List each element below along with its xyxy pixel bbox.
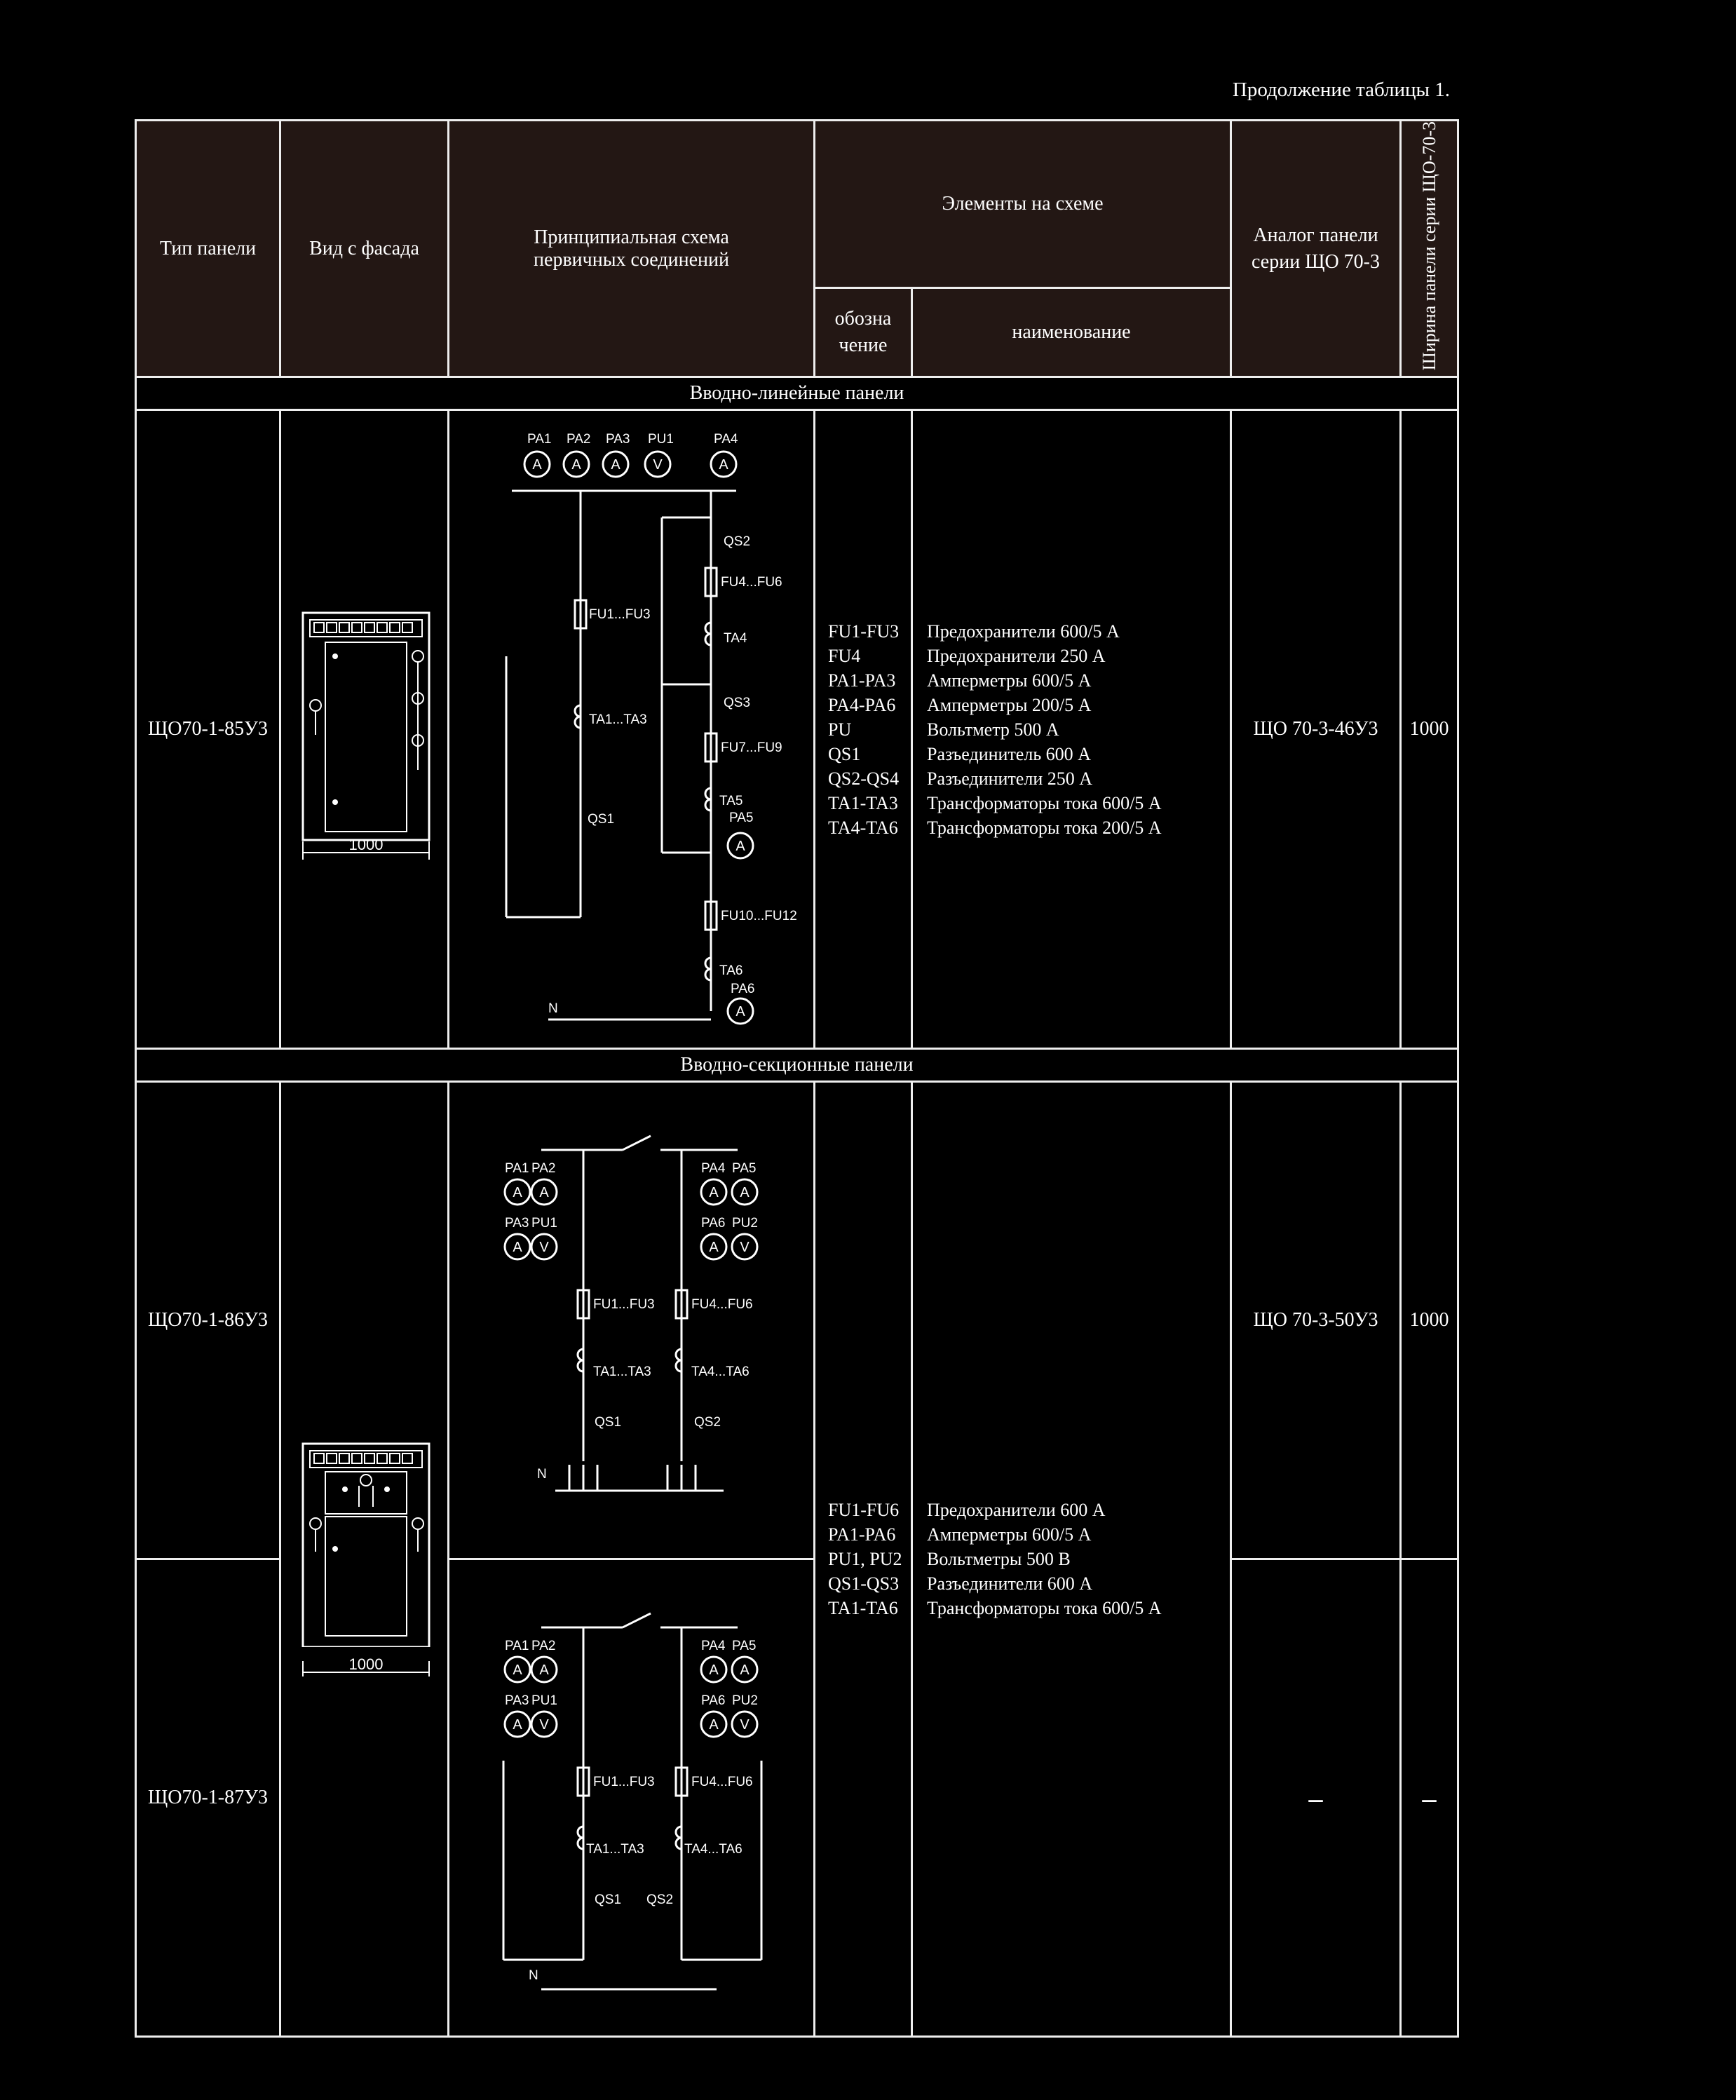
header-panel-type: Тип панели <box>136 121 280 377</box>
table-row <box>136 1082 1458 1559</box>
element-names-list <box>912 410 1231 1049</box>
schematic-label: QS2 <box>646 1892 673 1908</box>
analog-panel: ЩО 70-3-50У3 <box>1231 1082 1401 1559</box>
svg-text:A: A <box>512 1240 522 1256</box>
designation: PA4-PA6 <box>828 694 896 715</box>
svg-text:A: A <box>610 457 621 473</box>
header-schematic: Принципиальная схема первичных соединений <box>449 121 815 377</box>
element-name: Амперметры 200/5 А <box>927 694 1092 715</box>
schematic-label: PU2 <box>731 1216 758 1231</box>
facade-dimension <box>282 1653 447 1676</box>
schematic-label: PA2 <box>566 432 591 447</box>
schematic-label: PA5 <box>728 811 754 826</box>
schematic-label: N <box>528 1968 538 1984</box>
schematic-label: PA5 <box>731 1161 757 1177</box>
schematic-label: PA1 <box>527 432 552 447</box>
schematic-label: PA1 <box>504 1639 529 1654</box>
schematic-label: FU4...FU6 <box>691 1297 753 1313</box>
element-names-list <box>912 1082 1231 2037</box>
facade-view-cell <box>280 410 449 1049</box>
element-name: Разъединители 250 А <box>927 768 1093 789</box>
svg-text:A: A <box>538 1185 549 1201</box>
schematic-label: PA4 <box>700 1161 726 1177</box>
schematic-label: PA3 <box>605 432 630 447</box>
schematic-label: TA1...TA3 <box>585 1842 644 1857</box>
element-name: Вольтметры 500 В <box>927 1549 1071 1570</box>
schematic-label: PA3 <box>504 1216 529 1231</box>
facade-width-label: 1000 <box>348 836 383 854</box>
schematic-label: QS1 <box>594 1892 621 1908</box>
designation: PA1-PA6 <box>828 1524 896 1545</box>
table-caption: Продолжение таблицы 1. <box>1232 79 1450 101</box>
svg-text:A: A <box>708 1185 719 1201</box>
header-name: наименование <box>912 287 1231 377</box>
header-facade-view: Вид с фасада <box>280 121 449 377</box>
schematic-label: PA5 <box>731 1639 757 1654</box>
schematic-label: TA4...TA6 <box>684 1842 742 1857</box>
element-name: Амперметры 600/5 А <box>927 1524 1092 1545</box>
schematic-cell <box>449 410 815 1049</box>
svg-text:V: V <box>538 1240 549 1256</box>
svg-text:V: V <box>739 1717 750 1733</box>
schematic-label: PA6 <box>700 1216 726 1231</box>
schematic-label: PA1 <box>504 1161 529 1177</box>
svg-text:A: A <box>531 457 542 473</box>
svg-text:A: A <box>708 1662 719 1679</box>
element-name: Амперметры 600/5 А <box>927 670 1092 691</box>
designation-list <box>815 410 912 1049</box>
schematic-diagram-2 <box>450 1083 813 1552</box>
schematic-label: QS3 <box>723 696 750 711</box>
element-name: Разъединители 600 А <box>927 1573 1093 1594</box>
facade-drawing <box>282 1437 447 1647</box>
header-analog: Аналог панели серии ЩО 70-3 <box>1231 121 1401 377</box>
section-title: Вводно-линейные панели <box>136 377 1458 410</box>
schematic-label: PA4 <box>713 432 738 447</box>
schematic-label: FU1...FU3 <box>592 1297 655 1313</box>
svg-text:A: A <box>735 839 745 855</box>
schematic-label: FU1...FU3 <box>592 1775 655 1790</box>
element-name: Трансформаторы тока 600/5 А <box>927 1598 1162 1619</box>
element-name: Предохранители 600 А <box>927 1500 1106 1521</box>
panel-width: 1000 <box>1401 1082 1458 1559</box>
panel-type: ЩО70-1-85У3 <box>136 410 280 1049</box>
svg-text:A: A <box>739 1662 750 1679</box>
schematic-label: N <box>536 1467 547 1482</box>
panel-type: ЩО70-1-86У3 <box>136 1082 280 1559</box>
analog-panel: ЩО 70-3-46У3 <box>1231 410 1401 1049</box>
designation: QS1 <box>828 743 861 764</box>
schematic-label: PU1 <box>531 1693 557 1709</box>
schematic-label: TA6 <box>719 963 742 979</box>
svg-text:A: A <box>571 457 581 473</box>
designation: QS1-QS3 <box>828 1573 900 1594</box>
schematic-label: FU4...FU6 <box>720 575 782 590</box>
schematic-label: PA6 <box>730 982 755 997</box>
header-designation: обозна чение <box>815 287 912 377</box>
schematic-label: PA2 <box>531 1161 556 1177</box>
header-width <box>1401 121 1458 377</box>
designation: PA1-PA3 <box>828 670 896 691</box>
schematic-label: FU7...FU9 <box>720 740 782 756</box>
header-width-text: Ширина панели серии ЩО-70-3 <box>1418 121 1439 371</box>
svg-text:V: V <box>652 457 663 473</box>
facade-view-cell <box>280 1082 449 2037</box>
schematic-label: QS2 <box>723 534 750 550</box>
element-name: Трансформаторы тока 600/5 А <box>927 792 1162 813</box>
designation-list <box>815 1082 912 2037</box>
designation: PU <box>828 719 852 740</box>
schematic-diagram-3 <box>450 1560 813 2030</box>
section-row <box>136 377 1458 410</box>
facade-drawing <box>282 411 447 1042</box>
designation: TA1-TA6 <box>828 1598 898 1619</box>
schematic-label: QS1 <box>594 1415 621 1430</box>
schematic-label: PU1 <box>531 1216 557 1231</box>
schematic-label: N <box>548 1001 558 1017</box>
section-title: Вводно-секционные панели <box>136 1049 1458 1082</box>
svg-text:A: A <box>708 1240 719 1256</box>
facade-width-label: 1000 <box>348 1655 383 1673</box>
section-row <box>136 1049 1458 1082</box>
schematic-label: PA6 <box>700 1693 726 1709</box>
designation: FU1-FU3 <box>828 621 900 642</box>
schematic-label: FU10...FU12 <box>720 909 797 924</box>
svg-text:A: A <box>735 1004 745 1020</box>
element-name: Предохранители 600/5 А <box>927 621 1120 642</box>
designation: FU1-FU6 <box>828 1500 900 1521</box>
schematic-label: PA2 <box>531 1639 556 1654</box>
schematic-label: PA4 <box>700 1639 726 1654</box>
element-name: Разъединитель 600 А <box>927 743 1091 764</box>
panel-width: 1000 <box>1401 410 1458 1049</box>
element-name: Трансформаторы тока 200/5 А <box>927 817 1162 838</box>
schematic-label: QS1 <box>587 812 614 827</box>
schematic-label: TA4 <box>723 631 747 646</box>
schematic-diagram-1 <box>450 411 813 1042</box>
schematic-cell <box>449 1559 815 2037</box>
schematic-label: PA3 <box>504 1693 529 1709</box>
header-row <box>136 121 1458 288</box>
schematic-cell <box>449 1082 815 1559</box>
svg-text:A: A <box>512 1185 522 1201</box>
designation: TA4-TA6 <box>828 817 898 838</box>
element-name: Вольтметр 500 А <box>927 719 1059 740</box>
svg-text:V: V <box>739 1240 750 1256</box>
designation: FU4 <box>828 645 861 666</box>
panels-table <box>135 119 1459 2038</box>
svg-text:A: A <box>538 1662 549 1679</box>
schematic-label: PU2 <box>731 1693 758 1709</box>
svg-text:A: A <box>512 1662 522 1679</box>
schematic-label: TA5 <box>719 794 742 809</box>
designation: QS2-QS4 <box>828 768 900 789</box>
designation: PU1, PU2 <box>828 1549 902 1570</box>
schematic-label: TA1...TA3 <box>592 1364 651 1380</box>
element-name: Предохранители 250 А <box>927 645 1106 666</box>
panel-width: – <box>1401 1559 1458 2037</box>
svg-text:A: A <box>512 1717 522 1733</box>
schematic-label: TA4...TA6 <box>691 1364 750 1380</box>
schematic-label: FU4...FU6 <box>691 1775 753 1790</box>
svg-text:V: V <box>538 1717 549 1733</box>
schematic-label: FU1...FU3 <box>588 607 651 623</box>
schematic-label: PU1 <box>647 432 674 447</box>
header-elements: Элементы на схеме <box>815 121 1231 288</box>
schematic-label: TA1...TA3 <box>588 712 647 728</box>
analog-panel: – <box>1231 1559 1401 2037</box>
panel-type: ЩО70-1-87У3 <box>136 1559 280 2037</box>
svg-text:A: A <box>718 457 728 473</box>
designation: TA1-TA3 <box>828 792 898 813</box>
svg-text:A: A <box>708 1717 719 1733</box>
svg-text:A: A <box>739 1185 750 1201</box>
table-row <box>136 410 1458 1049</box>
schematic-label: QS2 <box>693 1415 721 1430</box>
